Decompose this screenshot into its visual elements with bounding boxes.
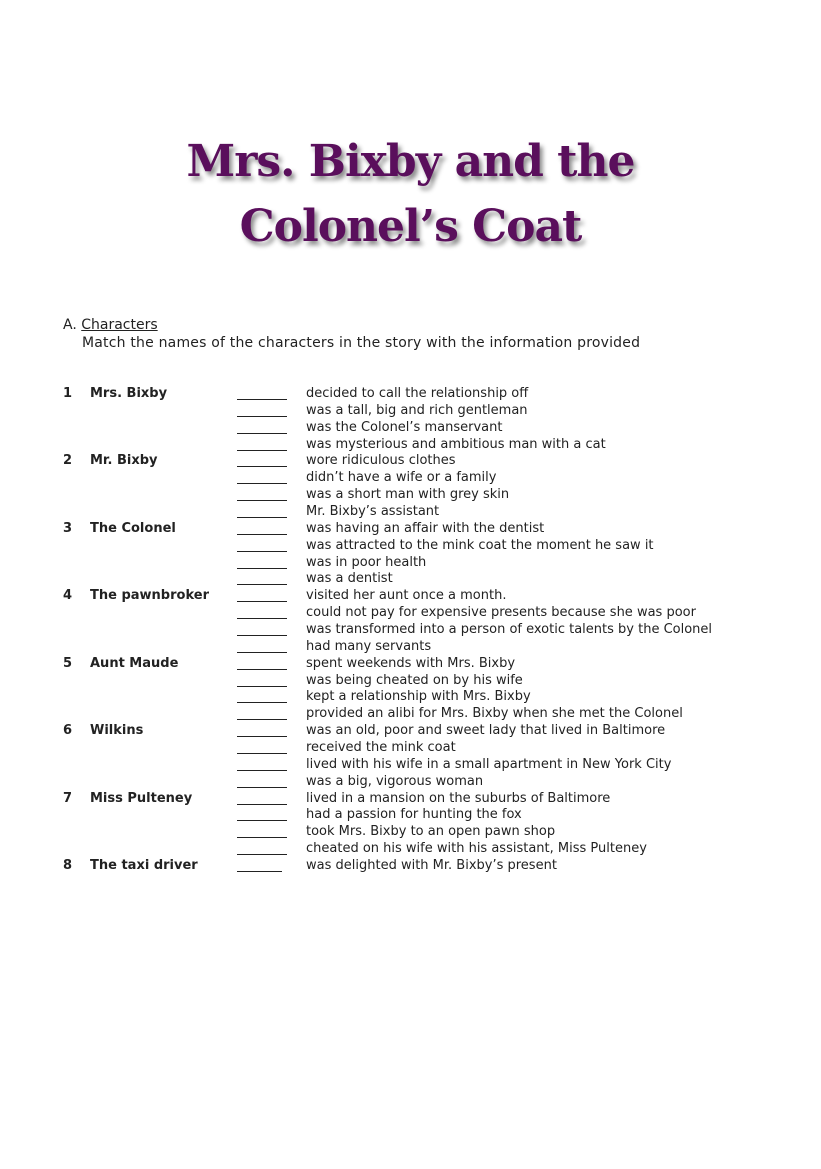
list-item [0, 824, 821, 841]
list-item [0, 841, 821, 858]
answer-blank[interactable] [237, 568, 287, 569]
answer-blank[interactable] [237, 854, 287, 855]
section-title: Characters [81, 317, 158, 333]
list-item [0, 487, 821, 504]
list-item [0, 757, 821, 774]
character-description: was being cheated on by his wife [306, 672, 523, 688]
answer-blank[interactable] [237, 399, 287, 400]
character-description: didn’t have a wife or a family [306, 470, 497, 486]
character-number: 1 [63, 386, 73, 401]
list-item [0, 420, 821, 437]
character-description: was a short man with grey skin [306, 487, 510, 503]
character-description: was delighted with Mr. Bixby’s present [306, 858, 557, 874]
character-description: was a big, vigorous woman [306, 773, 484, 789]
character-description: kept a relationship with Mrs. Bixby [306, 689, 531, 705]
character-name: Mr. Bixby [90, 453, 158, 469]
character-description: had many servants [306, 638, 432, 654]
character-description: was attracted to the mink coat the moment he saw it [306, 537, 654, 553]
character-description: took Mrs. Bixby to an open pawn shop [306, 824, 556, 840]
answer-blank[interactable] [237, 686, 287, 687]
list-item [0, 807, 821, 824]
character-name: The taxi driver [90, 858, 198, 874]
matching-list [0, 386, 821, 875]
section-letter: A. [63, 317, 77, 333]
answer-blank[interactable] [237, 635, 287, 636]
list-item [0, 437, 821, 454]
answer-blank[interactable] [237, 753, 287, 754]
character-description: lived with his wife in a small apartment in New York City [306, 756, 672, 772]
character-description: received the mink coat [306, 740, 456, 756]
character-description: decided to call the relationship off [306, 386, 529, 401]
list-item [0, 403, 821, 420]
character-description: was a dentist [306, 571, 393, 587]
answer-blank[interactable] [237, 804, 287, 805]
list-item [0, 723, 821, 740]
answer-blank[interactable] [237, 584, 287, 585]
list-item [0, 453, 821, 470]
answer-blank[interactable] [237, 450, 287, 451]
answer-blank[interactable] [237, 652, 287, 653]
character-name: Miss Pulteney [90, 790, 193, 806]
character-description: spent weekends with Mrs. Bixby [306, 655, 516, 671]
list-item [0, 774, 821, 791]
character-number: 8 [63, 858, 73, 874]
character-description: cheated on his wife with his assistant, Miss Pulteney [306, 841, 647, 857]
character-description: was having an affair with the dentist [306, 520, 545, 536]
character-number: 5 [63, 655, 73, 671]
answer-blank[interactable] [237, 770, 287, 771]
worksheet-title-line2: Colonel’s Coat [239, 201, 582, 252]
character-description: had a passion for hunting the fox [306, 807, 522, 823]
list-item [0, 538, 821, 555]
list-item [0, 656, 821, 673]
character-description: wore ridiculous clothes [306, 453, 456, 469]
character-number: 6 [63, 723, 73, 739]
character-description: was the Colonel’s manservant [306, 419, 503, 435]
character-name: Wilkins [90, 723, 144, 739]
answer-blank[interactable] [237, 551, 287, 552]
answer-blank[interactable] [237, 500, 287, 501]
worksheet-title-line1: Mrs. Bixby and the [186, 136, 635, 187]
answer-blank[interactable] [237, 787, 287, 788]
answer-blank[interactable] [237, 483, 287, 484]
list-item [0, 673, 821, 690]
list-item [0, 588, 821, 605]
answer-blank[interactable] [237, 736, 287, 737]
list-item [0, 504, 821, 521]
character-name: The pawnbroker [90, 588, 209, 604]
list-item [0, 386, 821, 403]
list-item [0, 605, 821, 622]
answer-blank[interactable] [237, 534, 287, 535]
character-description: lived in a mansion on the suburbs of Baltimore [306, 790, 611, 806]
character-name: Aunt Maude [90, 655, 179, 671]
character-description: was in poor health [306, 554, 427, 570]
character-description: was mysterious and ambitious man with a cat [306, 436, 606, 452]
list-item [0, 521, 821, 538]
list-item [0, 571, 821, 588]
character-description: Mr. Bixby’s assistant [306, 504, 440, 520]
character-description: could not pay for expensive presents because she was poor [306, 605, 696, 621]
character-number: 2 [63, 453, 73, 469]
character-number: 4 [63, 588, 73, 604]
answer-blank[interactable] [237, 820, 287, 821]
list-item [0, 689, 821, 706]
answer-blank[interactable] [237, 837, 287, 838]
section-instruction: Match the names of the characters in the story with the information provided [82, 335, 641, 351]
answer-blank[interactable] [237, 719, 287, 720]
list-item [0, 706, 821, 723]
character-description: was an old, poor and sweet lady that lived in Baltimore [306, 723, 666, 739]
section-heading [63, 317, 158, 334]
list-item [0, 791, 821, 808]
answer-blank[interactable] [237, 416, 287, 417]
answer-blank[interactable] [237, 433, 287, 434]
answer-blank[interactable] [237, 466, 287, 467]
answer-blank[interactable] [237, 702, 287, 703]
character-number: 3 [63, 520, 73, 536]
list-item [0, 555, 821, 572]
list-item [0, 470, 821, 487]
character-name: Mrs. Bixby [90, 386, 168, 401]
answer-blank[interactable] [237, 601, 287, 602]
character-description: was a tall, big and rich gentleman [306, 402, 528, 418]
answer-blank[interactable] [237, 618, 287, 619]
list-item [0, 858, 821, 875]
character-number: 7 [63, 790, 73, 806]
list-item [0, 740, 821, 757]
answer-blank[interactable] [237, 669, 287, 670]
character-description: visited her aunt once a month. [306, 588, 507, 604]
answer-blank[interactable] [237, 871, 282, 872]
list-item [0, 639, 821, 656]
character-name: The Colonel [90, 520, 176, 536]
character-description: was transformed into a person of exotic talents by the Colonel [306, 622, 713, 638]
answer-blank[interactable] [237, 517, 287, 518]
list-item [0, 622, 821, 639]
character-description: provided an alibi for Mrs. Bixby when she met the Colonel [306, 706, 683, 722]
